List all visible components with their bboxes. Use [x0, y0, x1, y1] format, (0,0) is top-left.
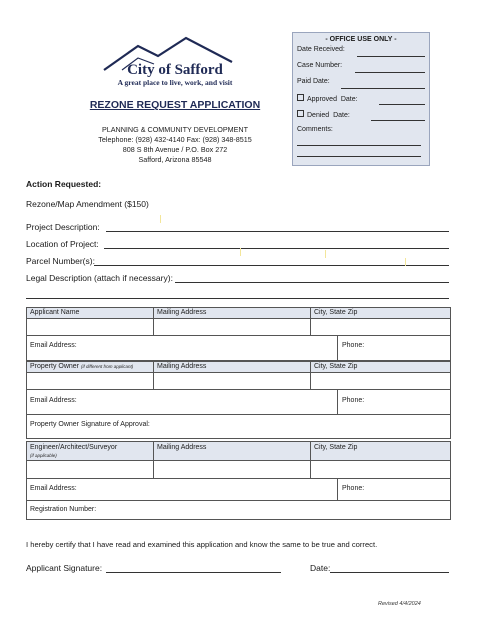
engineer-header: Engineer/Architect/Surveyor: [30, 444, 118, 451]
dept-line: Safford, Arizona 85548: [138, 155, 212, 164]
dept-line: PLANNING & COMMUNITY DEVELOPMENT: [101, 125, 249, 134]
faint-mark: [405, 258, 406, 266]
approved-date-label: Date:: [340, 96, 358, 103]
row-divider: [27, 414, 450, 415]
property-owner-note: (if different from applicant): [80, 364, 134, 369]
date-label: Date:: [310, 563, 331, 573]
owner-signature-label: Property Owner Signature of Approval:: [30, 421, 150, 428]
paid-date-field[interactable]: [341, 88, 425, 89]
mailing-address-header: Mailing Address: [157, 309, 207, 316]
faint-mark: [160, 215, 161, 223]
case-number-label: Case Number:: [297, 62, 343, 69]
phone-label: Phone:: [342, 342, 365, 349]
dept-line: 808 S 8th Avenue / P.O. Box 272: [122, 145, 228, 154]
action-item: Rezone/Map Amendment ($150): [26, 199, 149, 209]
phone-label: Phone:: [342, 397, 365, 404]
engineer-table: [26, 441, 451, 520]
city-state-zip-header: City, State Zip: [314, 363, 358, 370]
col-divider: [337, 389, 338, 414]
applicant-signature-field[interactable]: [106, 572, 281, 573]
office-heading: - OFFICE USE ONLY -: [325, 36, 397, 43]
department-info: [60, 125, 290, 165]
property-owner-label: Property Owner: [30, 363, 80, 370]
location-field[interactable]: [104, 248, 449, 249]
city-state-zip-header: City, State Zip: [314, 309, 358, 316]
city-name: City of Safford: [127, 62, 223, 78]
mailing-address-header: Mailing Address: [157, 363, 207, 370]
parcel-label: Parcel Number(s):: [26, 256, 95, 266]
paid-date-label: Paid Date:: [297, 78, 330, 85]
legal-field[interactable]: [175, 282, 449, 283]
parcel-field[interactable]: [94, 265, 449, 266]
date-field[interactable]: [330, 572, 449, 573]
denied-date-field[interactable]: [371, 120, 425, 121]
approved-label: Approved: [307, 96, 337, 103]
case-number-field[interactable]: [355, 72, 425, 73]
mailing-address-header: Mailing Address: [157, 444, 207, 451]
comments-line[interactable]: [297, 145, 421, 146]
row-divider: [27, 389, 450, 390]
city-state-zip-header: City, State Zip: [314, 444, 358, 451]
faint-mark: [240, 248, 241, 256]
faint-mark: [325, 250, 326, 258]
row-divider: [27, 335, 450, 336]
comments-label: Comments:: [297, 126, 333, 133]
col-divider: [153, 308, 154, 335]
row-divider: [27, 500, 450, 501]
checkbox-icon[interactable]: [297, 110, 304, 117]
date-received-label: Date Received:: [297, 46, 345, 53]
action-heading: Action Requested:: [26, 179, 102, 189]
row-divider: [27, 478, 450, 479]
tagline: A great place to live, work, and visit: [117, 78, 233, 87]
applicant-name-header: Applicant Name: [30, 309, 80, 316]
col-divider: [310, 308, 311, 335]
comments-line[interactable]: [297, 156, 421, 157]
email-label: Email Address:: [30, 485, 77, 492]
page-title: REZONE REQUEST APPLICATION: [89, 99, 261, 111]
email-label: Email Address:: [30, 342, 77, 349]
registration-label: Registration Number:: [30, 506, 97, 513]
col-divider: [337, 478, 338, 500]
row-divider: [27, 318, 450, 319]
office-use-box: [292, 32, 430, 166]
col-divider: [337, 335, 338, 360]
col-divider: [310, 362, 311, 389]
phone-label: Phone:: [342, 485, 365, 492]
legal-field-line[interactable]: [26, 298, 449, 299]
engineer-note: (if applicable): [30, 453, 57, 458]
legal-label: Legal Description (attach if necessary):: [26, 273, 173, 283]
denied-label: Denied: [307, 112, 330, 119]
row-divider: [27, 372, 450, 373]
applicant-header-row: [27, 308, 450, 318]
denied-date-label: Date:: [333, 112, 350, 119]
approved-date-field[interactable]: [379, 104, 425, 105]
property-owner-table: [26, 361, 451, 439]
location-label: Location of Project:: [26, 239, 99, 249]
col-divider: [153, 362, 154, 389]
col-divider: [153, 442, 154, 478]
dept-line: Telephone: (928) 432-4140 Fax: (928) 348-8515: [98, 135, 252, 144]
row-divider: [27, 460, 450, 461]
certification-text: I hereby certify that I have read and examined this application and know the same to be true and correct.: [26, 540, 378, 549]
checkbox-icon[interactable]: [297, 94, 304, 101]
col-divider: [310, 442, 311, 478]
email-label: Email Address:: [30, 397, 77, 404]
property-owner-header: [30, 363, 133, 370]
applicant-signature-label: Applicant Signature:: [26, 563, 103, 573]
date-received-field[interactable]: [357, 56, 425, 57]
revision-note: Revised 4/4/2024: [378, 601, 421, 607]
applicant-table: [26, 307, 451, 361]
project-description-field[interactable]: [106, 231, 449, 232]
project-description-label: Project Description:: [26, 222, 100, 232]
